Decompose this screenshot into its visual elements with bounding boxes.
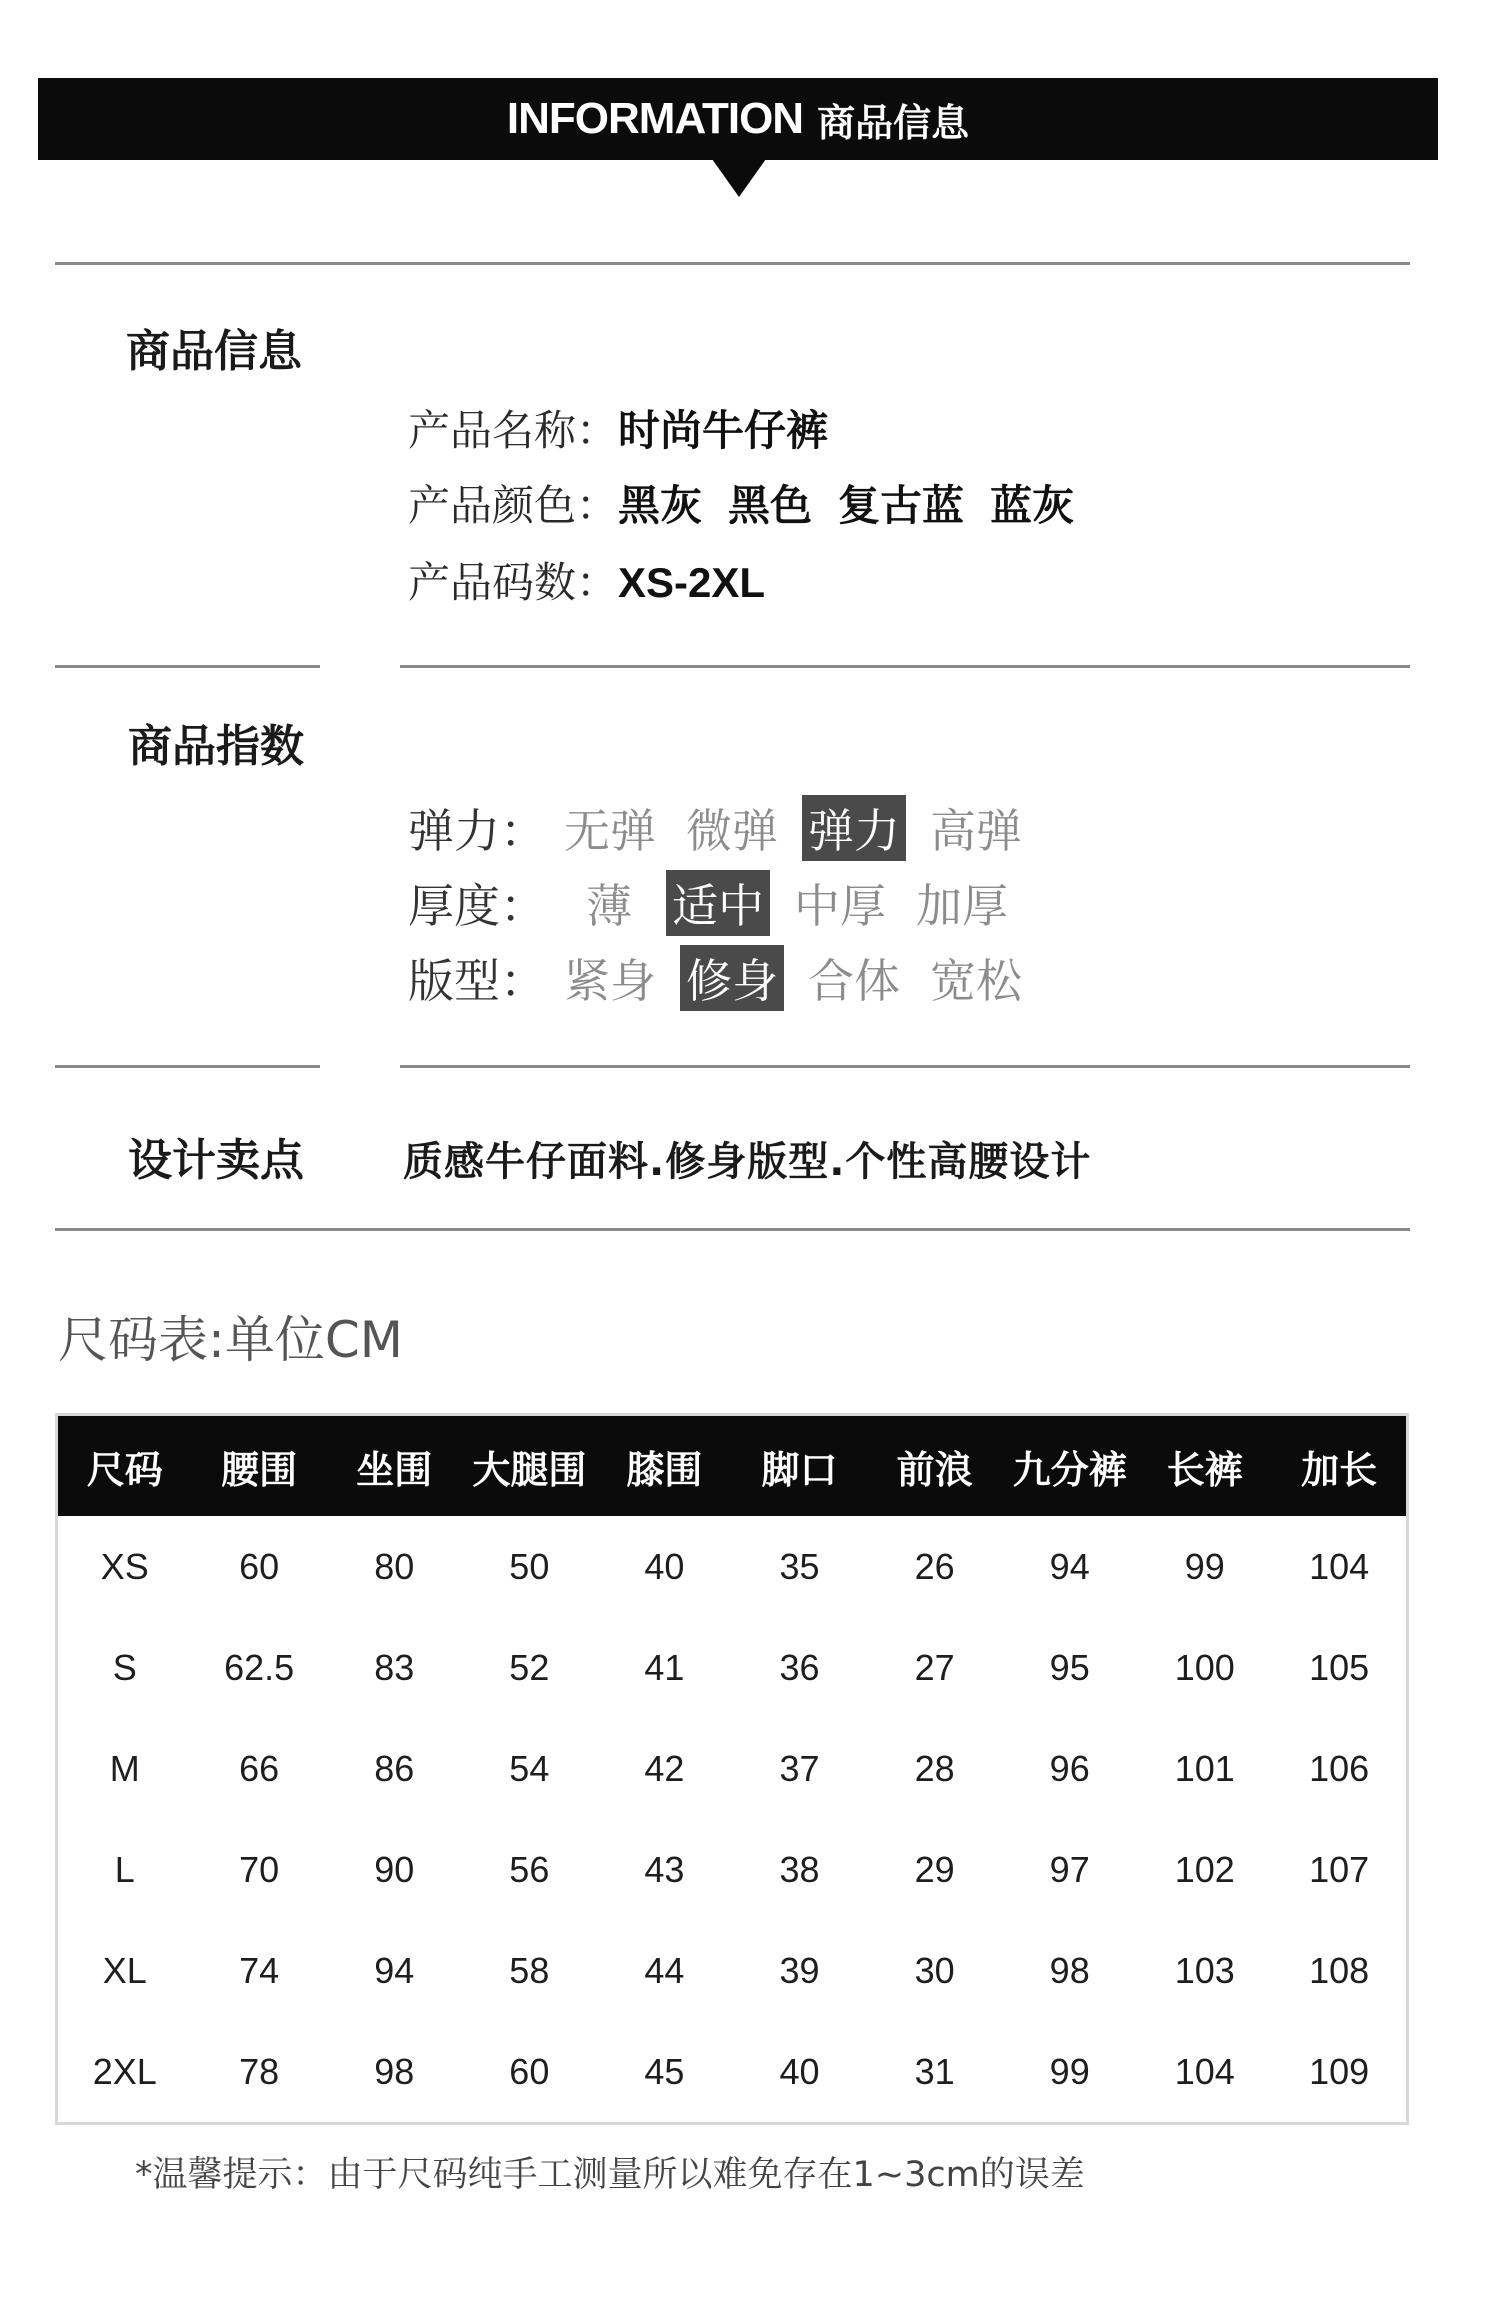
table-row [57,2021,1408,2124]
table-cell: 104 [1174,2050,1235,2092]
divider [55,1228,1410,1231]
table-cell: 41 [644,1646,685,1688]
size-table-header: 脚口 [732,1415,867,1517]
product-info-heading: 商品信息 [126,326,302,377]
color-value: 蓝灰 [990,481,1075,530]
elasticity-option-selected: 弹力 [802,795,906,861]
product-color-label: 产品颜色： [408,481,619,530]
product-size-line [408,550,765,610]
table-row [57,1819,1408,1920]
table-cell: 100 [1174,1646,1235,1688]
table-row [57,1617,1408,1718]
table-cell: 30 [914,1949,955,1991]
table-row [57,1920,1408,2021]
product-name-label: 产品名称： [408,406,619,455]
table-row [57,1516,1408,1617]
thickness-label: 厚度： [408,879,546,933]
table-cell: 97 [1049,1848,1090,1890]
thickness-row [408,870,1032,936]
table-cell: 26 [914,1545,955,1587]
size-table-header: 膝围 [597,1415,732,1517]
table-cell: 101 [1174,1747,1235,1789]
table-cell: 99 [1049,2050,1090,2092]
table-cell: 98 [1049,1949,1090,1991]
design-text: 质感牛仔面料.修身版型.个性高腰设计 [403,1139,1092,1185]
table-cell: 70 [239,1848,280,1890]
size-table-header: 大腿围 [462,1415,597,1517]
table-cell: 31 [914,2050,955,2092]
measurement-note: *温馨提示：由于尺码纯手工测量所以难免存在1~3cm的误差 [135,2155,1085,2195]
table-cell: 38 [779,1848,820,1890]
fit-option: 宽松 [930,954,1022,1008]
information-header [38,78,1438,160]
table-cell: 50 [509,1545,550,1587]
product-name-line [408,398,828,458]
header-title-cn: 商品信息 [817,100,970,145]
thickness-option: 薄 [586,879,632,933]
table-cell: 99 [1184,1545,1225,1587]
table-cell: 62.5 [224,1646,295,1688]
table-cell: 56 [509,1848,550,1890]
table-cell: 36 [779,1646,820,1688]
table-cell: 102 [1174,1848,1235,1890]
table-cell: 107 [1309,1848,1370,1890]
table-cell: 83 [374,1646,415,1688]
table-cell: 78 [239,2050,280,2092]
table-cell: 90 [374,1848,415,1890]
table-cell: 39 [779,1949,820,1991]
table-cell: 40 [779,2050,820,2092]
table-cell: 98 [374,2050,415,2092]
thickness-option: 中厚 [794,879,886,933]
divider [55,665,320,668]
table-cell: 2XL [92,2050,157,2092]
table-cell: 108 [1309,1949,1370,1991]
size-table-header: 坐围 [327,1415,462,1517]
product-name-value: 时尚牛仔裤 [618,406,829,455]
table-cell: XL [102,1949,147,1991]
divider [400,1065,1410,1068]
design-heading: 设计卖点 [128,1135,304,1186]
table-cell: XS [100,1545,149,1587]
table-cell: 104 [1309,1545,1370,1587]
elasticity-option: 微弹 [686,804,778,858]
table-cell: 74 [239,1949,280,1991]
size-chart-caption: 尺码表:单位CM [58,1311,403,1369]
fit-label: 版型： [408,954,546,1008]
table-cell: 29 [914,1848,955,1890]
size-table [55,1413,1409,2125]
table-cell: 45 [644,2050,685,2092]
size-table-header: 加长 [1272,1415,1407,1517]
fit-option-selected: 修身 [680,945,784,1011]
table-cell: 106 [1309,1747,1370,1789]
size-table-header: 腰围 [192,1415,327,1517]
table-cell: 96 [1049,1747,1090,1789]
table-cell: L [114,1848,135,1890]
elasticity-row [408,795,1046,861]
table-cell: 52 [509,1646,550,1688]
color-value: 黑色 [728,481,813,530]
table-cell: 86 [374,1747,415,1789]
table-cell: 54 [509,1747,550,1789]
thickness-option: 加厚 [916,879,1008,933]
table-cell: 105 [1309,1646,1370,1688]
product-size-label: 产品码数： [408,558,619,607]
fit-row [408,945,1046,1011]
table-cell: 80 [374,1545,415,1587]
table-cell: 103 [1174,1949,1235,1991]
divider [55,262,1410,265]
table-cell: 44 [644,1949,685,1991]
table-cell: 58 [509,1949,550,1991]
table-cell: 95 [1049,1646,1090,1688]
color-value: 复古蓝 [838,481,965,530]
fit-option: 紧身 [564,954,656,1008]
header-pointer-icon [712,159,766,197]
table-cell: 60 [509,2050,550,2092]
divider [400,665,1410,668]
table-cell: 40 [644,1545,685,1587]
table-cell: M [109,1747,140,1789]
table-cell: 94 [374,1949,415,1991]
size-table-header: 长裤 [1137,1415,1272,1517]
header-title-en: INFORMATION [506,94,804,143]
divider [55,1065,320,1068]
table-cell: 27 [914,1646,955,1688]
size-table-header: 前浪 [867,1415,1002,1517]
fit-option: 合体 [808,954,900,1008]
size-table-header: 九分裤 [1002,1415,1137,1517]
size-table-header-row [57,1415,1408,1517]
table-cell: 60 [239,1545,280,1587]
elasticity-label: 弹力： [408,804,546,858]
product-color-line [408,473,1074,533]
thickness-option-selected: 适中 [666,870,770,936]
product-index-heading: 商品指数 [128,721,304,772]
elasticity-option: 高弹 [930,804,1022,858]
elasticity-option: 无弹 [564,804,656,858]
table-cell: 35 [779,1545,820,1587]
table-cell: 28 [914,1747,955,1789]
table-row [57,1718,1408,1819]
table-cell: 37 [779,1747,820,1789]
color-value: 黑灰 [618,481,703,530]
table-cell: 42 [644,1747,685,1789]
size-table-header: 尺码 [57,1415,192,1517]
table-cell: 94 [1049,1545,1090,1587]
table-cell: 109 [1309,2050,1370,2092]
table-cell: 43 [644,1848,685,1890]
table-cell: 66 [239,1747,280,1789]
product-size-value: XS-2XL [618,559,766,606]
table-cell: S [112,1646,137,1688]
